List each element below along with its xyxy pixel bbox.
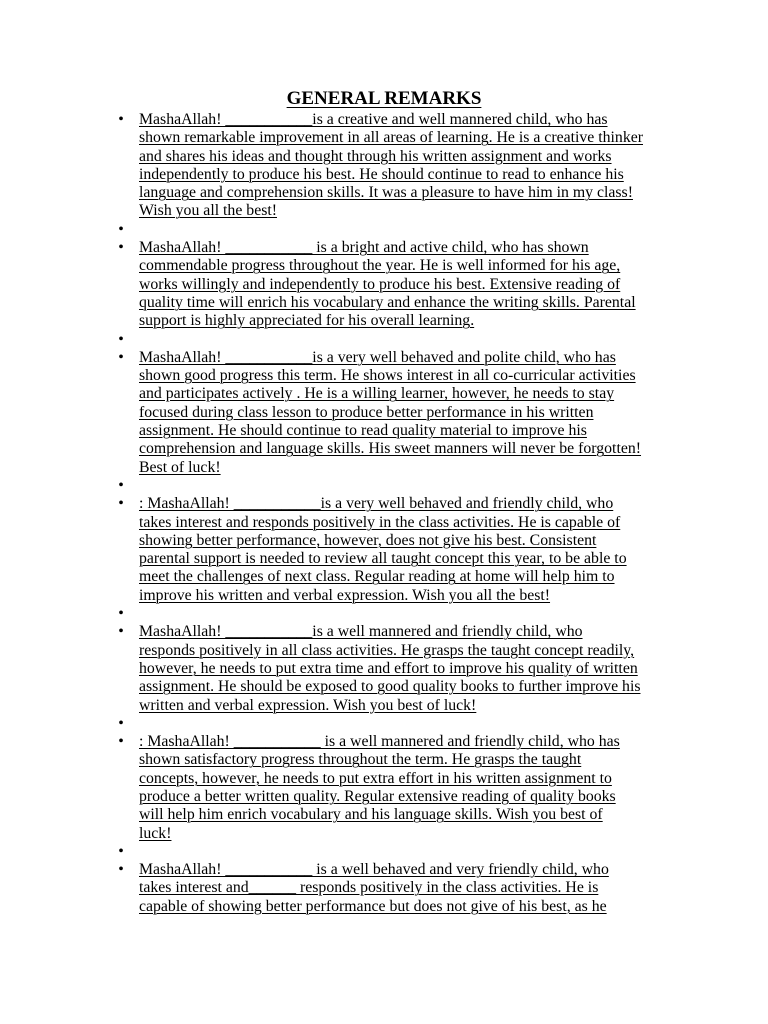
remark-item xyxy=(118,239,679,330)
remark-line: shown remarkable improvement in all areas of learning. He is a creative thinker xyxy=(139,129,643,147)
remark-line: : MashaAllah! ___________ is a well mannered and friendly child, who has xyxy=(139,733,620,751)
bullet-icon: • xyxy=(118,733,124,751)
remark-item xyxy=(118,733,679,843)
remark-item xyxy=(118,348,679,477)
remark-line: MashaAllah! ___________is a very well behaved and polite child, who has xyxy=(139,348,616,366)
bullet-icon: • xyxy=(118,842,124,860)
remark-line: will help him enrich vocabulary and his language skills. Wish you best of xyxy=(139,806,603,824)
remark-line: showing better performance, however, does not give his best. Consistent xyxy=(139,531,597,549)
remark-line: Best of luck! xyxy=(139,458,221,476)
remark-line: focused during class lesson to produce better performance in his written xyxy=(139,403,594,421)
bullet-icon: • xyxy=(118,714,124,732)
remark-line: parental support is needed to review all taught concept this year, to be able to xyxy=(139,550,627,568)
remark-line: shown satisfactory progress throughout the term. He grasps the taught xyxy=(139,751,582,769)
remark-line: takes interest and responds positively in the class activities. He is capable of xyxy=(139,513,621,531)
remark-line: written and verbal expression. Wish you best of luck! xyxy=(139,696,477,714)
remark-line: language and comprehension skills. It was a pleasure to have him in my class! xyxy=(139,184,633,202)
bullet-icon: • xyxy=(118,605,124,623)
remark-line: capable of showing better performance but does not give of his best, as he xyxy=(139,897,607,915)
empty-bullet-item xyxy=(118,330,679,349)
remark-line: support is highly appreciated for his overall learning. xyxy=(139,312,475,330)
bullet-icon: • xyxy=(118,476,124,494)
remark-line: quality time will enrich his vocabulary and enhance the writing skills. Parental xyxy=(139,293,636,311)
empty-bullet-item xyxy=(118,476,679,495)
remark-line: MashaAllah! ___________is a well mannered and friendly child, who xyxy=(139,623,583,641)
bullet-icon: • xyxy=(118,623,124,641)
bullet-icon: • xyxy=(118,861,124,879)
remark-line: however, he needs to put extra time and effort to improve his quality of written xyxy=(139,659,638,677)
remark-line: independently to produce his best. He should continue to read to enhance his xyxy=(139,165,624,183)
remark-item xyxy=(118,495,679,605)
remark-line: and shares his ideas and thought through his written assignment and works xyxy=(139,147,612,165)
remark-line: works willingly and independently to produce his best. Extensive reading of xyxy=(139,275,621,293)
empty-bullet-item xyxy=(118,605,679,623)
remark-line: comprehension and language skills. His sweet manners will never be forgotten! xyxy=(139,440,642,458)
remark-line: assignment. He should continue to read quality material to improve his xyxy=(139,422,587,440)
remark-line: MashaAllah! ___________ is a well behaved and very friendly child, who xyxy=(139,861,609,879)
bullet-icon: • xyxy=(118,220,124,238)
remark-line: Wish you all the best! xyxy=(139,202,277,220)
remarks-list xyxy=(118,111,679,916)
page-title: GENERAL REMARKS xyxy=(286,88,482,109)
bullet-icon: • xyxy=(118,495,124,513)
remark-line: MashaAllah! ___________is a creative and well mannered child, who has xyxy=(139,111,608,128)
bullet-icon: • xyxy=(118,111,124,128)
remark-line: and participates actively . He is a willing learner, however, he needs to stay xyxy=(139,385,615,403)
remark-line: MashaAllah! ___________ is a bright and active child, who has shown xyxy=(139,239,589,257)
remark-line: takes interest and______ responds positively in the class activities. He is xyxy=(139,879,599,897)
remark-line: responds positively in all class activities. He grasps the taught concept readily, xyxy=(139,641,635,659)
empty-bullet-item xyxy=(118,220,679,239)
remark-line: assignment. He should be exposed to good quality books to further improve his xyxy=(139,678,641,696)
remark-line: shown good progress this term. He shows interest in all co-curricular activities xyxy=(139,367,636,385)
empty-bullet-item xyxy=(118,714,679,733)
remark-line: : MashaAllah! ___________is a very well behaved and friendly child, who xyxy=(139,495,614,513)
remark-line: concepts, however, he needs to put extra effort in his written assignment to xyxy=(139,769,612,787)
bullet-icon: • xyxy=(118,330,124,348)
remark-line: improve his written and verbal expression. Wish you all the best! xyxy=(139,586,551,604)
bullet-icon: • xyxy=(118,239,124,257)
remark-line: commendable progress throughout the year. He is well informed for his age, xyxy=(139,257,621,275)
remark-line: meet the challenges of next class. Regular reading at home will help him to xyxy=(139,568,615,586)
empty-bullet-item xyxy=(118,842,679,861)
remark-line: produce a better written quality. Regular extensive reading of quality books xyxy=(139,787,616,805)
remark-item xyxy=(118,111,679,221)
remark-item xyxy=(118,623,679,714)
remark-item xyxy=(118,861,679,916)
bullet-icon: • xyxy=(118,348,124,366)
remark-line: luck! xyxy=(139,824,172,842)
